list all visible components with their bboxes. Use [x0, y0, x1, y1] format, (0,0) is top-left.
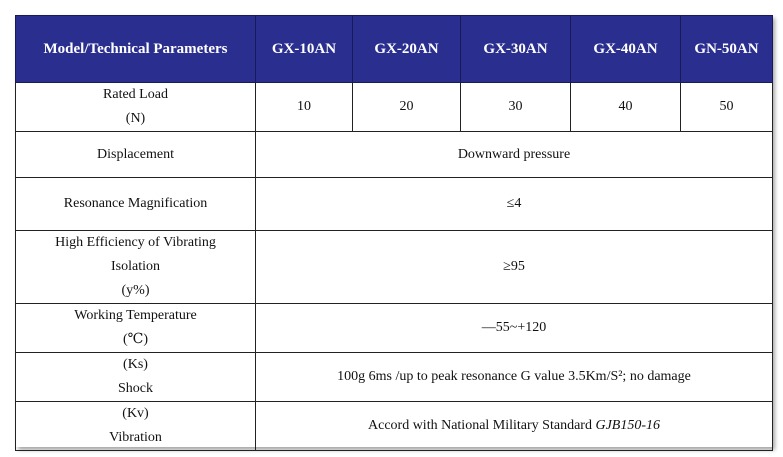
header-model: GX-40AN [571, 16, 681, 83]
row-label [16, 231, 256, 304]
label-line: (Ks) [123, 357, 148, 372]
row-label: Resonance Magnification [16, 178, 256, 231]
vibration-text: Accord with National Military Standard [368, 418, 596, 433]
table-cell: Downward pressure [256, 132, 773, 178]
label-line: Isolation [111, 259, 160, 274]
table-row-displacement [16, 132, 773, 178]
label-line: (℃) [123, 332, 148, 347]
table-cell [256, 402, 773, 451]
label-line: Vibration [109, 430, 162, 445]
label-line: Shock [118, 381, 153, 396]
table-row-vibration [16, 402, 773, 451]
label-line: (Kv) [122, 406, 149, 421]
table-cell: —55~+120 [256, 304, 773, 353]
table-row-temperature [16, 304, 773, 353]
table-cell: 10 [256, 83, 353, 132]
table-cell: 50 [681, 83, 773, 132]
row-label [16, 83, 256, 132]
table-cell: 30 [461, 83, 571, 132]
table-cell: ≤4 [256, 178, 773, 231]
label-line: (y%) [121, 283, 150, 298]
label-line: Working Temperature [74, 308, 197, 323]
header-row [16, 16, 773, 83]
table-cell: 100g 6ms /up to peak resonance G value 3.5Km/S²; no damage [256, 353, 773, 402]
spec-table-container [15, 15, 772, 447]
header-model: GX-10AN [256, 16, 353, 83]
row-label [16, 304, 256, 353]
military-standard-code: GJB150-16 [595, 418, 660, 433]
table-row-resonance [16, 178, 773, 231]
table-row-shock [16, 353, 773, 402]
row-label [16, 353, 256, 402]
label-line: Rated Load [103, 87, 168, 102]
label-line: High Efficiency of Vibrating [55, 235, 216, 250]
header-model: GN-50AN [681, 16, 773, 83]
header-parameters: Model/Technical Parameters [16, 16, 256, 83]
row-label [16, 402, 256, 451]
spec-table [15, 15, 773, 451]
header-model: GX-30AN [461, 16, 571, 83]
table-cell: ≥95 [256, 231, 773, 304]
label-line: (N) [125, 111, 146, 126]
header-model: GX-20AN [353, 16, 461, 83]
table-row-rated-load [16, 83, 773, 132]
table-row-efficiency [16, 231, 773, 304]
row-label: Displacement [16, 132, 256, 178]
table-cell: 20 [353, 83, 461, 132]
table-cell: 40 [571, 83, 681, 132]
